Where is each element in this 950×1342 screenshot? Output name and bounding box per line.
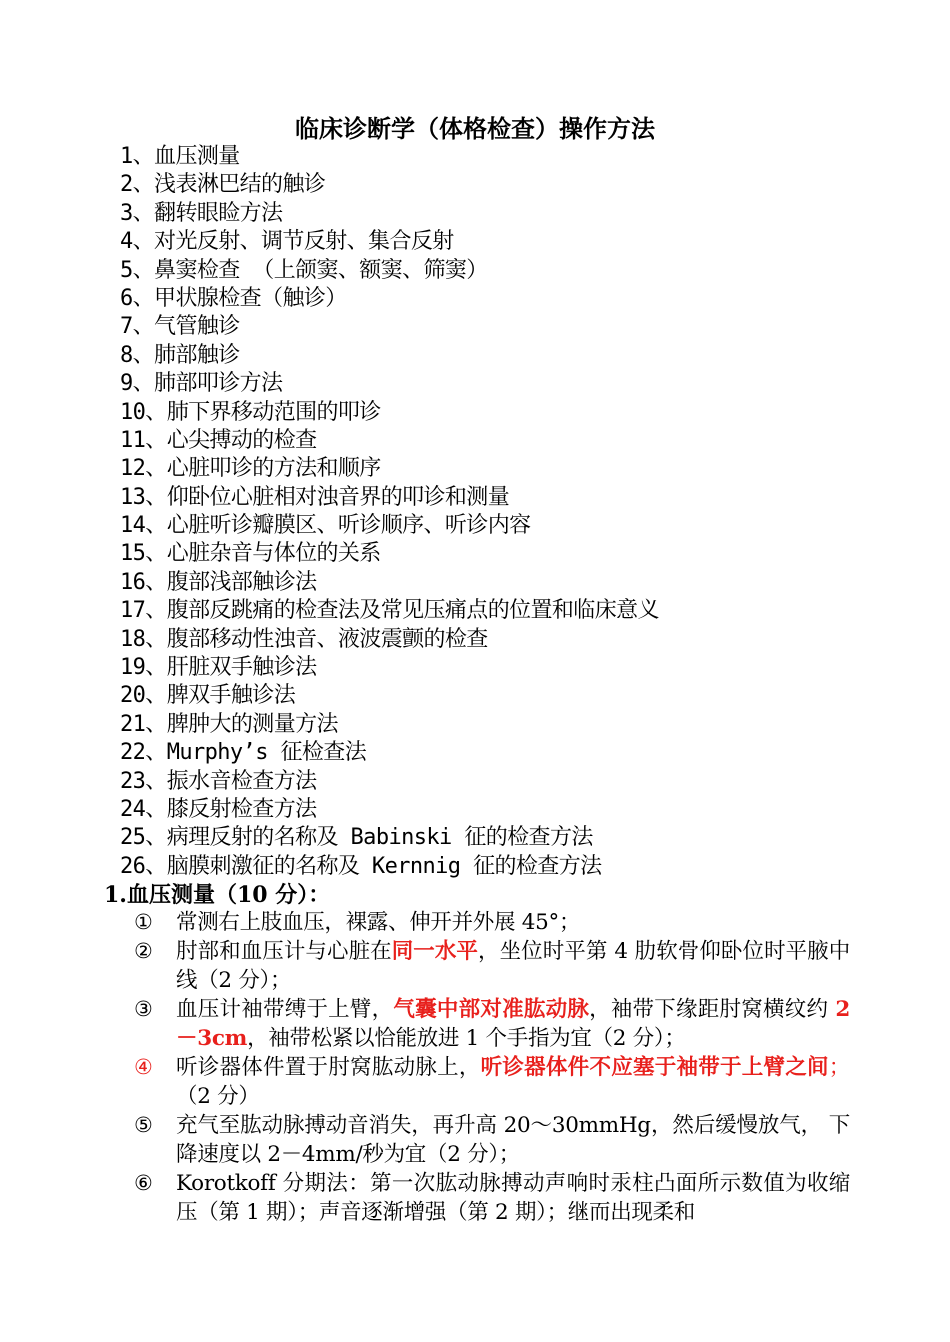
toc-item-19: 19、肝脏双手触诊法: [120, 655, 317, 681]
toc-item-2: 2、浅表淋巴结的触诊: [120, 172, 326, 198]
toc-item-8: 8、肺部触诊: [120, 342, 240, 368]
toc-item-4: 4、对光反射、调节反射、集合反射: [120, 229, 454, 255]
toc-item-26: 26、脑膜刺激征的名称及 Kernnig 征的检查方法: [120, 853, 602, 879]
step-highlight: 同一水平: [391, 939, 479, 964]
toc-item-9: 9、肺部叩诊方法: [120, 371, 283, 397]
step-highlight: 2－3cm: [176, 997, 850, 1051]
procedure-step-5: [134, 1111, 850, 1169]
toc-item-20: 20、脾双手触诊法: [120, 683, 296, 709]
toc-item-12: 12、心脏叩诊的方法和顺序: [120, 456, 381, 482]
procedure-step-4: [134, 1053, 850, 1111]
toc-item-11: 11、心尖搏动的检查: [120, 427, 317, 453]
toc-item-7: 7、气管触诊: [120, 314, 240, 340]
step-highlight: 听诊器体件不应塞于袖带于上臂之间: [480, 1055, 829, 1080]
document-title: 临床诊断学（体格检查）操作方法: [295, 115, 655, 143]
toc-item-17: 17、腹部反跳痛的检查法及常见压痛点的位置和临床意义: [120, 598, 659, 624]
step-text: Korotkoff 分期法：第一次肱动脉搏动声响时汞柱凸面所示数值为收缩压（第 1 期）；声音逐渐增强（第 2 期）；继而出现柔和: [176, 1171, 850, 1225]
step-text: ，袖带松紧以恰能放进 1 个手指为宜（2 分）；: [247, 1026, 686, 1051]
step-text: 充气至肱动脉搏动音消失，再升高 20～30mmHg，然后缓慢放气， 下降速度以 2－4mm/秒为宜（2 分）；: [176, 1113, 850, 1167]
toc-item-18: 18、腹部移动性浊音、液波震颤的检查: [120, 626, 488, 652]
toc-item-10: 10、肺下界移动范围的叩诊: [120, 399, 381, 425]
toc-item-16: 16、腹部浅部触诊法: [120, 569, 317, 595]
step-marker: ⑤: [134, 1113, 153, 1137]
step-text: 听诊器体件置于肘窝肱动脉上，: [176, 1055, 481, 1080]
step-marker: ⑥: [134, 1171, 153, 1195]
table-of-contents: [120, 143, 659, 881]
toc-item-22: 22、Murphy’s 征检查法: [120, 740, 367, 766]
step-marker: ①: [134, 910, 153, 934]
step-text: 肘部和血压计与心脏在: [176, 939, 392, 964]
step-text: ；: [828, 1055, 850, 1080]
step-text: ，袖带下缘距肘窝横纹约: [589, 997, 836, 1022]
section-heading-blood-pressure: 1.血压测量（10 分）：: [104, 882, 331, 908]
toc-item-1: 1、血压测量: [120, 144, 240, 169]
procedure-step-2: [134, 937, 850, 995]
step-marker: ④: [134, 1055, 153, 1079]
toc-item-13: 13、仰卧位心脏相对浊音界的叩诊和测量: [120, 484, 510, 510]
step-text: 常测右上肢血压，裸露、伸开并外展 45°；: [176, 910, 581, 935]
step-text: 血压计袖带缚于上臂，: [176, 997, 394, 1022]
step-marker: ③: [134, 997, 153, 1021]
toc-item-3: 3、翻转眼睑方法: [120, 200, 283, 226]
procedure-steps: [134, 908, 850, 1227]
toc-item-23: 23、振水音检查方法: [120, 768, 317, 794]
procedure-step-6: [134, 1169, 850, 1227]
toc-item-15: 15、心脏杂音与体位的关系: [120, 541, 381, 567]
step-text: （2 分）: [176, 1084, 260, 1109]
procedure-step-1: [134, 908, 850, 937]
toc-item-25: 25、病理反射的名称及 Babinski 征的检查方法: [120, 825, 593, 851]
procedure-step-3: [134, 995, 850, 1053]
toc-item-21: 21、脾肿大的测量方法: [120, 711, 338, 737]
toc-item-5: 5、鼻窦检查 （上颌窦、额窦、筛窦）: [120, 257, 488, 283]
step-highlight: 气囊中部对准肱动脉: [393, 997, 590, 1022]
toc-item-6: 6、甲状腺检查（触诊）: [120, 285, 347, 311]
step-marker: ②: [134, 939, 153, 963]
step-text: ，坐位时平第 4 肋软骨仰卧位时平腋中线（2 分）；: [176, 939, 850, 993]
toc-item-14: 14、心脏听诊瓣膜区、听诊顺序、听诊内容: [120, 513, 531, 539]
toc-item-24: 24、膝反射检查方法: [120, 796, 317, 822]
